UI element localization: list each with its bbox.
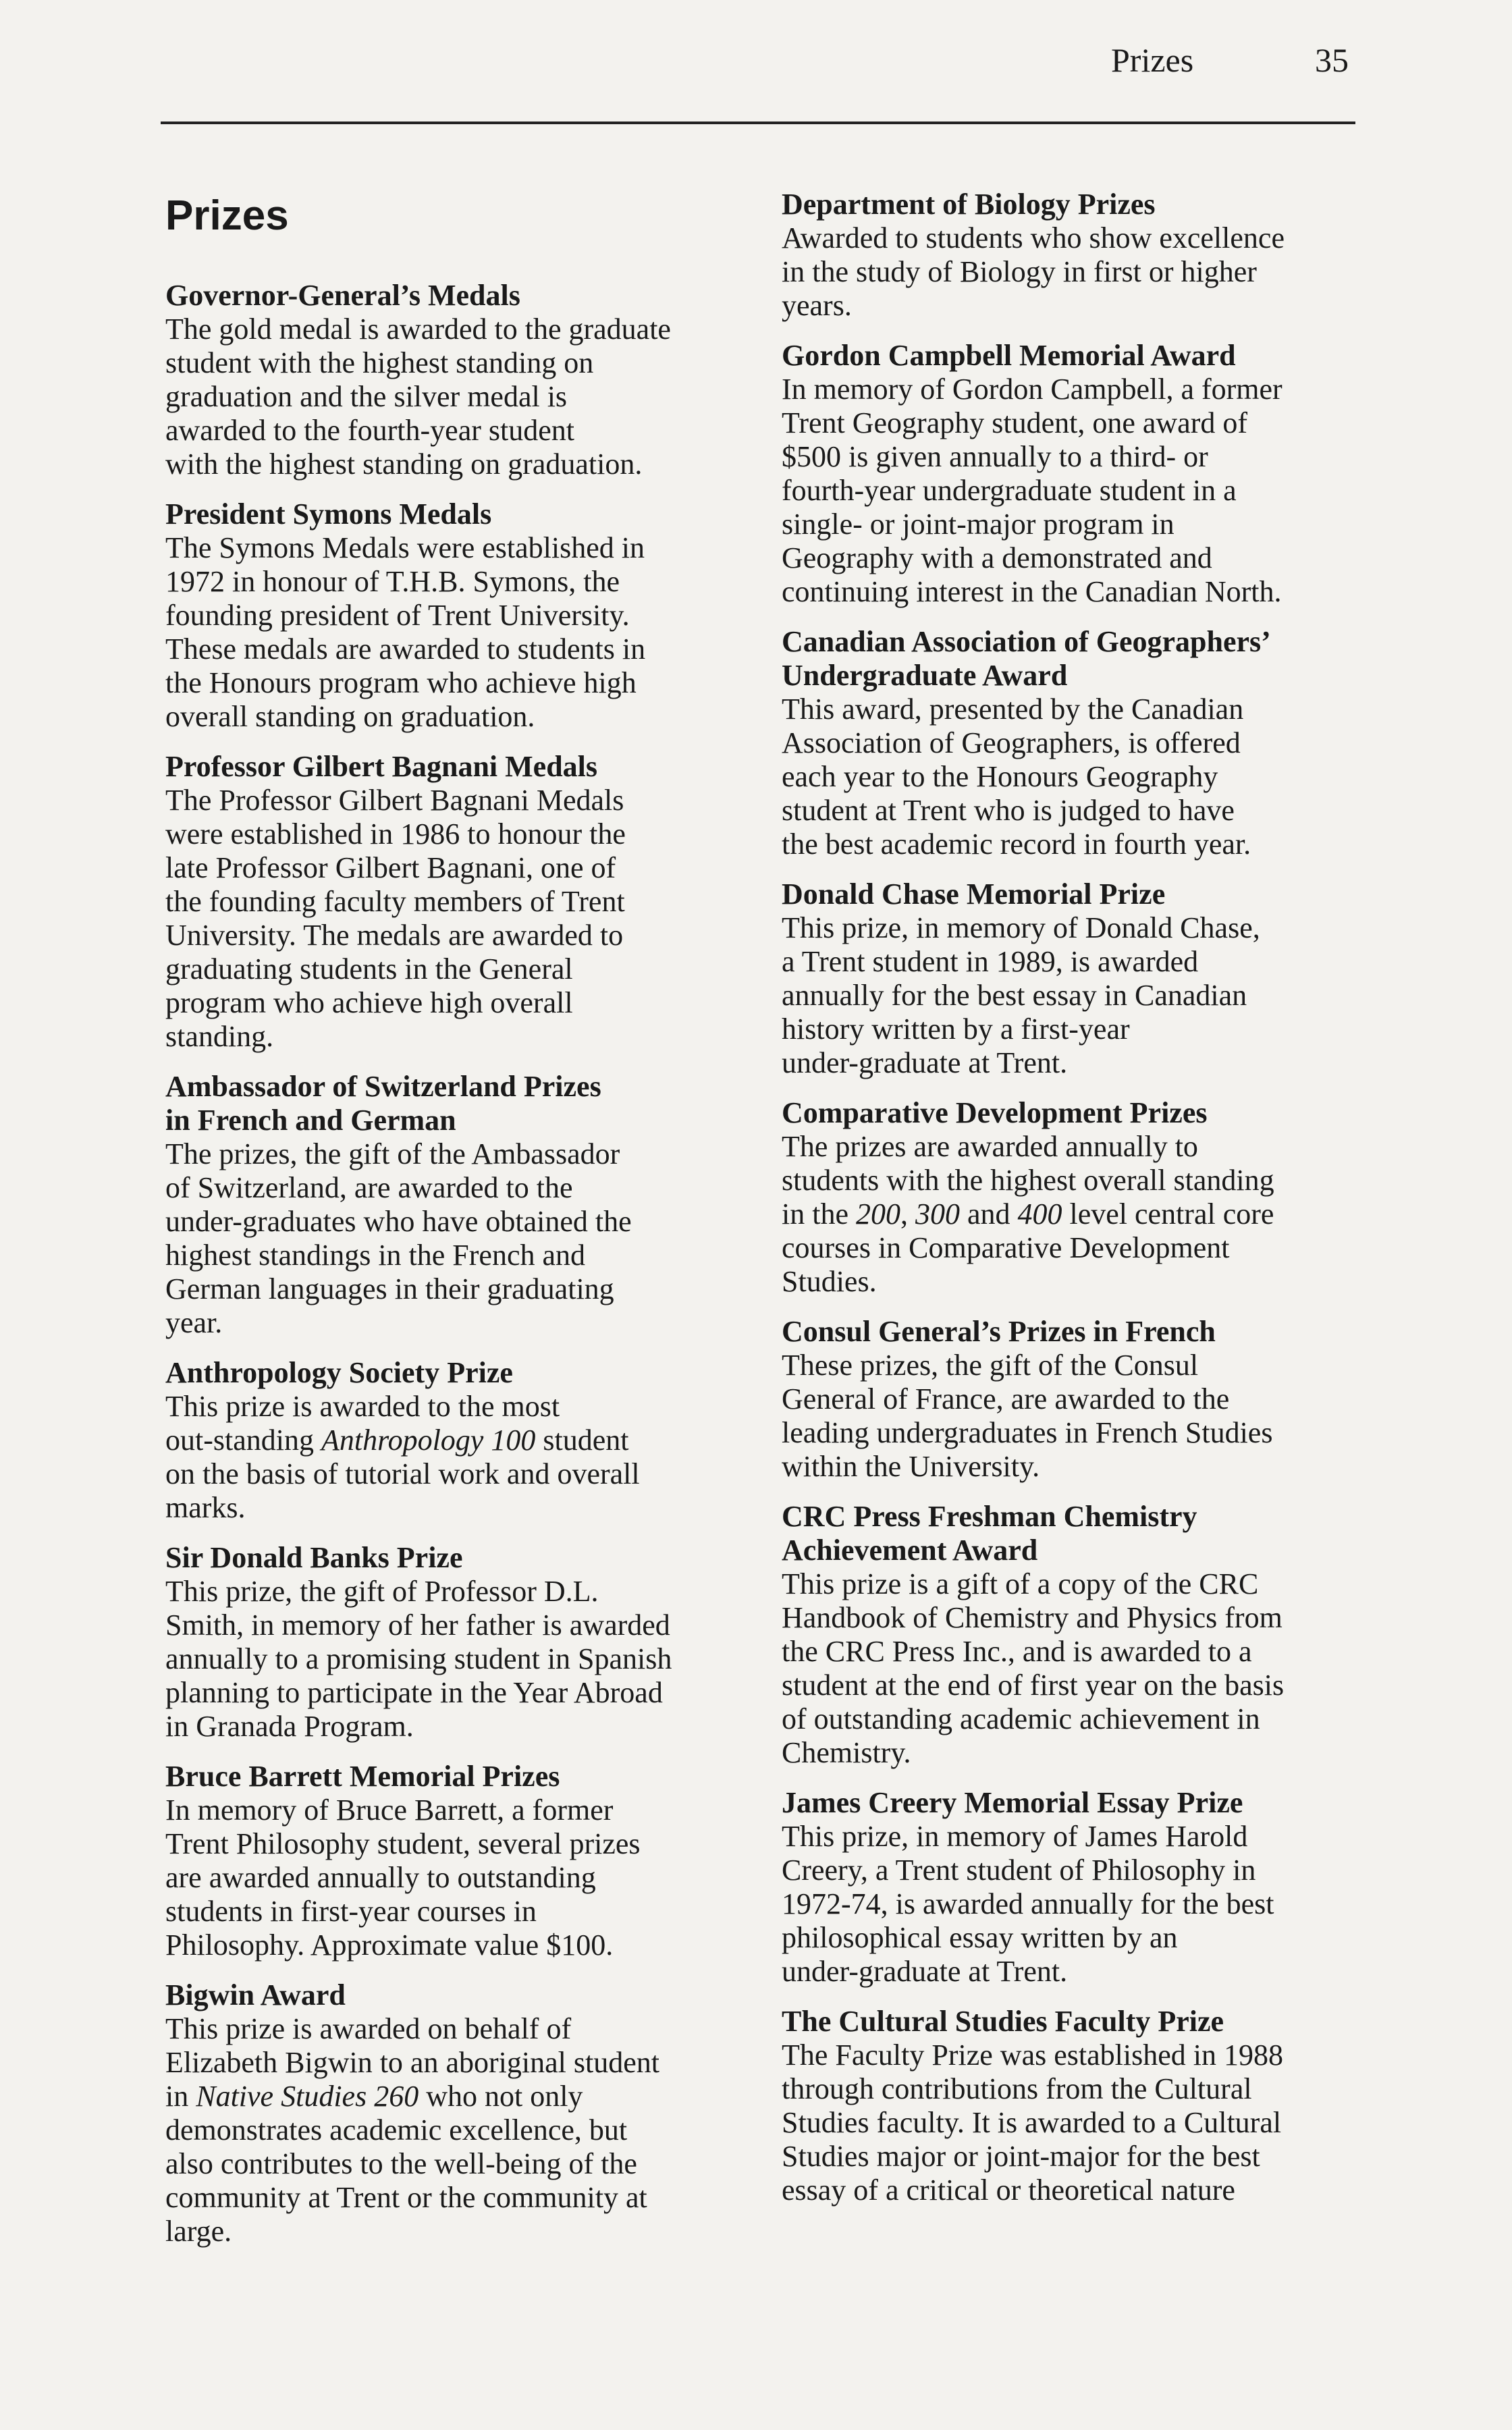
prize-title: Department of Biology Prizes — [782, 188, 1156, 221]
description-line: of Switzerland, are awarded to the — [165, 1171, 573, 1204]
description-line: with the highest standing on graduation. — [165, 448, 643, 481]
description-line: were established in 1986 to honour the — [165, 817, 626, 850]
description-line: graduating students in the General — [165, 952, 573, 986]
description-line: Philosophy. Approximate value $100. — [165, 1928, 614, 1962]
description-line: of outstanding academic achievement in — [782, 1702, 1260, 1735]
prize-description — [782, 1349, 1362, 1484]
description-line — [165, 1424, 628, 1457]
text-run: and — [959, 1197, 1018, 1231]
description-line: Creery, a Trent student of Philosophy in — [782, 1854, 1256, 1887]
prize-description — [165, 2012, 746, 2248]
description-line: marks. — [165, 1491, 246, 1524]
description-line: Chemistry. — [782, 1736, 911, 1769]
text-run: , — [900, 1197, 915, 1231]
description-line: The prizes are awarded annually to — [782, 1130, 1198, 1163]
description-line: The Faculty Prize was established in 1988 — [782, 2039, 1283, 2072]
prize-description — [782, 1820, 1362, 1989]
description-line: students in first-year courses in — [165, 1895, 537, 1928]
description-line: essay of a critical or theoretical nature — [782, 2174, 1235, 2207]
text-run: who not only — [418, 2080, 583, 2113]
title-line: Canadian Association of Geographers’ — [782, 625, 1271, 658]
prize-description — [782, 1567, 1362, 1770]
text-run: in the — [782, 1197, 856, 1231]
prize-description — [782, 221, 1362, 323]
description-line: This prize is awarded to the most — [165, 1390, 560, 1423]
description-line: These medals are awarded to students in — [165, 632, 646, 666]
prize-title: Comparative Development Prizes — [782, 1096, 1208, 1129]
prize-description — [782, 1130, 1362, 1299]
description-line: This prize is a gift of a copy of the CRC — [782, 1567, 1259, 1600]
description-line: late Professor Gilbert Bagnani, one of — [165, 851, 616, 884]
title-line: Ambassador of Switzerland Prizes — [165, 1070, 601, 1103]
description-line: Geography with a demonstrated and — [782, 541, 1212, 574]
description-line: student at Trent who is judged to have — [782, 794, 1235, 827]
prize-title: Bruce Barrett Memorial Prizes — [165, 1760, 560, 1793]
prize-entry — [165, 1356, 746, 1525]
course-name: Anthropology 100 — [321, 1424, 536, 1457]
prize-title: Sir Donald Banks Prize — [165, 1541, 463, 1574]
prize-entry — [165, 1978, 746, 2248]
description-line: The Symons Medals were established in — [165, 531, 645, 564]
text-run: in — [165, 2080, 196, 2113]
text-run: out-standing — [165, 1424, 321, 1457]
prize-title: Professor Gilbert Bagnani Medals — [165, 750, 598, 783]
description-line: graduation and the silver medal is — [165, 380, 568, 413]
description-line: Elizabeth Bigwin to an aboriginal student — [165, 2046, 659, 2079]
description-line: each year to the Honours Geography — [782, 760, 1218, 793]
description-line: courses in Comparative Development — [782, 1231, 1230, 1264]
description-line: through contributions from the Cultural — [782, 2072, 1252, 2105]
description-line: in the study of Biology in first or higher — [782, 255, 1257, 288]
header-rule — [161, 122, 1355, 124]
description-line: community at Trent or the community at — [165, 2181, 647, 2214]
description-line: on the basis of tutorial work and overall — [165, 1457, 640, 1490]
description-line: Studies. — [782, 1265, 877, 1298]
prize-description — [165, 1390, 746, 1525]
prize-title — [782, 625, 1362, 693]
description-line: standing. — [165, 1020, 274, 1053]
prize-entry — [782, 1500, 1362, 1770]
description-line: The gold medal is awarded to the graduate — [165, 313, 671, 346]
description-line: This award, presented by the Canadian — [782, 693, 1244, 726]
description-line: This prize, in memory of James Harold — [782, 1820, 1248, 1853]
description-line: the founding faculty members of Trent — [165, 885, 625, 918]
prize-description — [165, 531, 746, 734]
prize-title: Governor-General’s Medals — [165, 279, 520, 312]
description-line: Awarded to students who show excellence — [782, 221, 1285, 254]
right-column — [782, 188, 1362, 2223]
description-line: leading undergraduates in French Studies — [782, 1416, 1273, 1449]
description-line: The prizes, the gift of the Ambassador — [165, 1137, 620, 1170]
description-line: single- or joint-major program in — [782, 508, 1174, 541]
description-line: awarded to the fourth-year student — [165, 414, 574, 447]
description-line: large. — [165, 2215, 232, 2248]
course-name: Native Studies 260 — [196, 2080, 419, 2113]
prize-entry — [165, 1070, 746, 1340]
description-line: The Professor Gilbert Bagnani Medals — [165, 784, 624, 817]
description-line: Studies faculty. It is awarded to a Cultural — [782, 2106, 1282, 2139]
prize-description — [165, 1575, 746, 1744]
course-level: 300 — [915, 1197, 960, 1231]
prize-description — [165, 1137, 746, 1340]
description-line: This prize, in memory of Donald Chase, — [782, 911, 1260, 944]
running-header-title: Prizes — [1111, 41, 1194, 79]
description-line: In memory of Gordon Campbell, a former — [782, 373, 1282, 406]
description-line: Smith, in memory of her father is awarded — [165, 1609, 670, 1642]
description-line: the Honours program who achieve high — [165, 666, 637, 699]
description-line — [782, 1197, 1274, 1231]
prize-title: Donald Chase Memorial Prize — [782, 878, 1166, 911]
prize-entry — [165, 1760, 746, 1962]
description-line: Association of Geographers, is offered — [782, 726, 1241, 759]
title-line: Achievement Award — [782, 1534, 1038, 1567]
description-line: are awarded annually to outstanding — [165, 1861, 596, 1894]
page-number: 35 — [1315, 41, 1349, 79]
description-line: 1972-74, is awarded annually for the best — [782, 1887, 1274, 1920]
prize-title: Consul General’s Prizes in French — [782, 1315, 1216, 1348]
prize-description — [782, 911, 1362, 1080]
prize-title: Bigwin Award — [165, 1978, 346, 2012]
description-line: student at the end of first year on the basis — [782, 1669, 1285, 1702]
prize-entry — [165, 497, 746, 734]
description-line: This prize, the gift of Professor D.L. — [165, 1575, 599, 1608]
description-line: history written by a first-year — [782, 1013, 1130, 1046]
description-line: students with the highest overall standing — [782, 1164, 1274, 1197]
description-line: continuing interest in the Canadian North. — [782, 575, 1282, 608]
description-line: under-graduate at Trent. — [782, 1046, 1068, 1079]
prize-entry — [165, 1541, 746, 1744]
description-line: founding president of Trent University. — [165, 599, 630, 632]
description-line: student with the highest standing on — [165, 346, 594, 379]
description-line: These prizes, the gift of the Consul — [782, 1349, 1199, 1382]
left-column — [165, 185, 746, 2265]
description-line: planning to participate in the Year Abroad — [165, 1676, 663, 1709]
prize-title — [165, 1070, 746, 1137]
description-line: under-graduates who have obtained the — [165, 1205, 632, 1238]
description-line: German languages in their graduating — [165, 1272, 614, 1305]
prize-entry — [782, 1786, 1362, 1989]
title-line: in French and German — [165, 1104, 456, 1137]
prize-entry — [782, 188, 1362, 323]
prize-description — [782, 373, 1362, 609]
description-line: annually for the best essay in Canadian — [782, 979, 1247, 1012]
text-run: level central core — [1062, 1197, 1274, 1231]
description-line: $500 is given annually to a third- or — [782, 440, 1208, 473]
prize-description — [165, 1793, 746, 1962]
description-line: This prize is awarded on behalf of — [165, 2012, 572, 2045]
page-heading: Prizes — [165, 192, 289, 239]
description-line: fourth-year undergraduate student in a — [782, 474, 1237, 507]
description-line: years. — [782, 289, 852, 322]
prize-description — [782, 693, 1362, 861]
prize-title: The Cultural Studies Faculty Prize — [782, 2005, 1224, 2038]
description-line: Studies major or joint-major for the best — [782, 2140, 1260, 2173]
description-line: also contributes to the well-being of the — [165, 2147, 637, 2180]
course-level: 400 — [1017, 1197, 1062, 1231]
prize-entry — [782, 1315, 1362, 1484]
description-line: demonstrates academic excellence, but — [165, 2113, 628, 2146]
prize-description — [165, 313, 746, 481]
prize-title: Anthropology Society Prize — [165, 1356, 513, 1389]
prize-entry — [782, 878, 1362, 1080]
title-line: CRC Press Freshman Chemistry — [782, 1500, 1197, 1533]
description-line: highest standings in the French and — [165, 1239, 586, 1272]
description-line: program who achieve high overall — [165, 986, 573, 1019]
title-line: Undergraduate Award — [782, 659, 1068, 692]
description-line: University. The medals are awarded to — [165, 919, 624, 952]
prize-title: James Creery Memorial Essay Prize — [782, 1786, 1243, 1819]
prize-title: President Symons Medals — [165, 497, 492, 531]
prize-entry — [782, 339, 1362, 609]
prize-description — [165, 784, 746, 1054]
description-line: annually to a promising student in Spanish — [165, 1642, 672, 1675]
description-line: a Trent student in 1989, is awarded — [782, 945, 1199, 978]
description-line: philosophical essay written by an — [782, 1921, 1178, 1954]
prize-entry — [165, 279, 746, 481]
text-run: student — [535, 1424, 629, 1457]
description-line: year. — [165, 1306, 223, 1339]
prize-entry — [782, 625, 1362, 861]
description-line — [165, 2080, 583, 2113]
description-line: General of France, are awarded to the — [782, 1382, 1230, 1415]
description-line: the CRC Press Inc., and is awarded to a — [782, 1635, 1252, 1668]
description-line: in Granada Program. — [165, 1710, 414, 1743]
description-line: 1972 in honour of T.H.B. Symons, the — [165, 565, 620, 598]
prize-entry — [782, 1096, 1362, 1299]
description-line: Trent Geography student, one award of — [782, 406, 1247, 439]
prize-title: Gordon Campbell Memorial Award — [782, 339, 1236, 372]
prize-description — [782, 2039, 1362, 2207]
description-line: Trent Philosophy student, several prizes — [165, 1827, 641, 1860]
prize-entry — [165, 750, 746, 1054]
course-level: 200 — [855, 1197, 900, 1231]
description-line: under-graduate at Trent. — [782, 1955, 1068, 1988]
description-line: overall standing on graduation. — [165, 700, 535, 733]
description-line: the best academic record in fourth year. — [782, 828, 1251, 861]
prize-entry — [782, 2005, 1362, 2207]
description-line: within the University. — [782, 1450, 1040, 1483]
description-line: In memory of Bruce Barrett, a former — [165, 1793, 614, 1827]
description-line: Handbook of Chemistry and Physics from — [782, 1601, 1282, 1634]
prize-title — [782, 1500, 1362, 1567]
